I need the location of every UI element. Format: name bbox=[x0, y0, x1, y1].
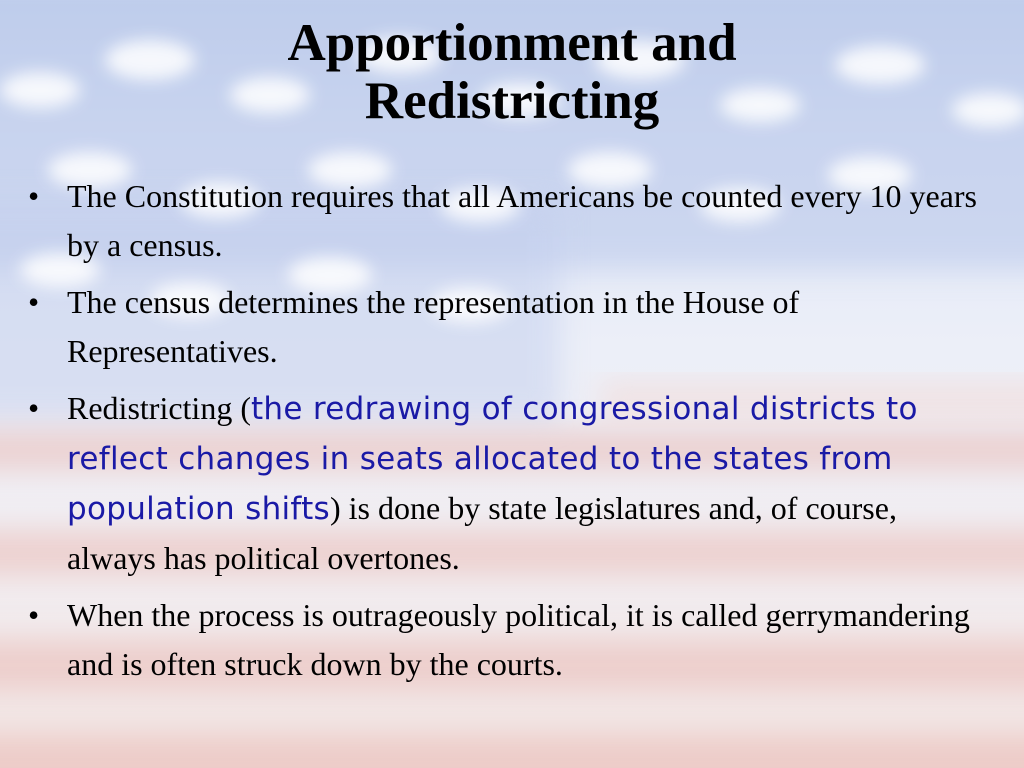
bullet-marker: • bbox=[28, 284, 40, 320]
bullet-text-prefix: Redistricting ( bbox=[67, 390, 251, 426]
bullet-list bbox=[26, 172, 986, 697]
bullet-text: The census determines the representation in the House of Representatives. bbox=[67, 284, 800, 369]
redistricting-definition: the redrawing of congressional districts to reflect changes in seats allocated to the states from population shifts bbox=[67, 391, 918, 527]
slide-title-line-1: Apportionment and bbox=[287, 14, 737, 72]
slide-title bbox=[150, 14, 874, 130]
bullet-item bbox=[26, 278, 986, 376]
bullet-marker: • bbox=[28, 597, 40, 633]
bullet-marker: • bbox=[28, 178, 40, 214]
bullet-text: The Constitution requires that all Americans be counted every 10 years by a census. bbox=[67, 178, 977, 263]
bullet-item bbox=[26, 384, 986, 583]
bullet-text-suffix: ) is done by state legislatures and, of course, always has political overtones. bbox=[67, 490, 897, 576]
bullet-marker: • bbox=[28, 390, 40, 426]
slide-title-line-2: Redistricting bbox=[364, 72, 660, 130]
bullet-item bbox=[26, 172, 986, 270]
bullet-text: When the process is outrageously political, it is called gerrymandering and is often struck down by the courts. bbox=[67, 597, 970, 682]
bullet-item bbox=[26, 591, 986, 689]
